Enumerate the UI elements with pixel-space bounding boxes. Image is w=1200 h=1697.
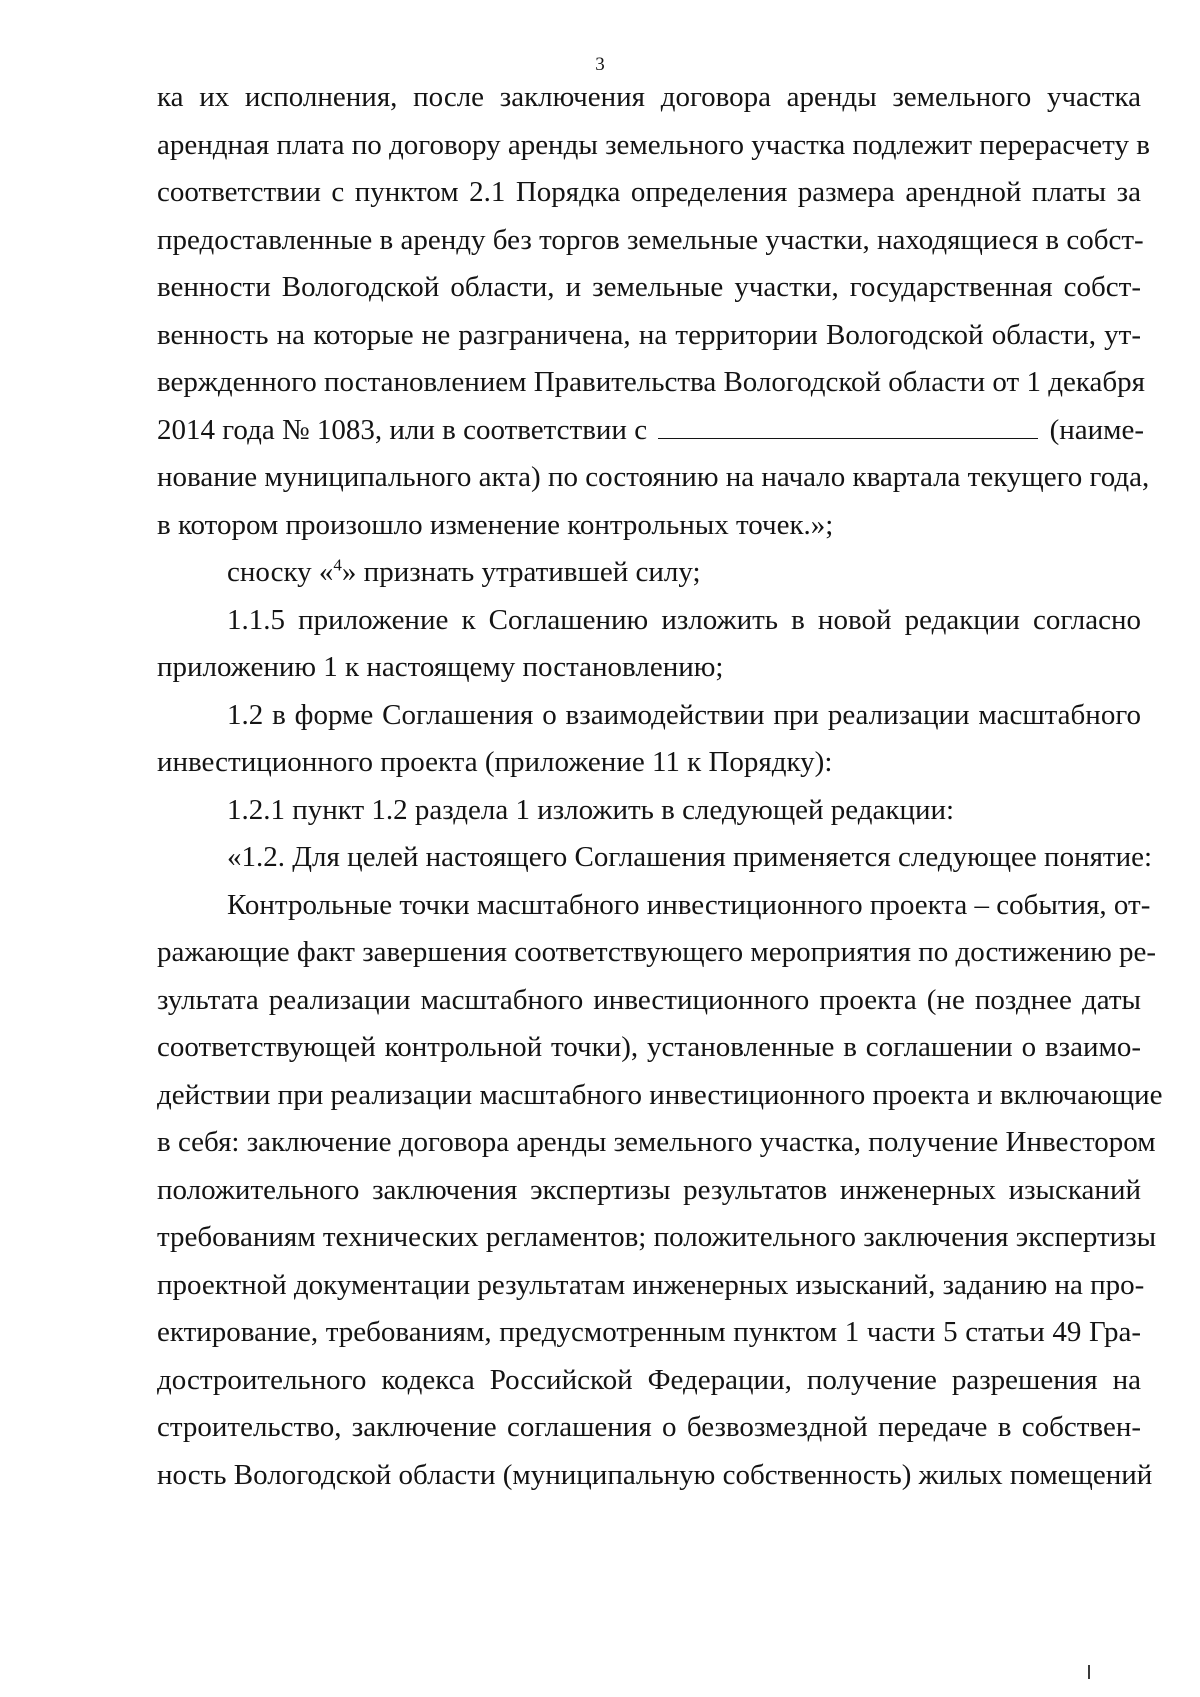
text-fragment: сноску «: [227, 556, 334, 588]
text-line: «1.2. Для целей настоящего Соглашения применяется следующее понятие:: [227, 841, 1153, 873]
text-line: венность на которые не разграничена, на территории Вологодской области, ут-: [157, 318, 1141, 351]
text-line: Контрольные точки масштабного инвестиционного проекта – события, от-: [227, 888, 1151, 921]
text-line: предоставленные в аренду без торгов земельные участки, находящиеся в собст-: [157, 223, 1144, 256]
text-line: [157, 549, 1141, 597]
text-line: в котором произошло изменение контрольных точек.»;: [157, 508, 834, 541]
page-number: 3: [595, 54, 605, 75]
text-line: требованиям технических регламентов; положительного заключения экспертизы: [157, 1221, 1157, 1253]
text-line: ражающие факт завершения соответствующего мероприятия по достижению ре-: [157, 936, 1157, 968]
text-line: приложению 1 к настоящему постановлению;: [157, 651, 724, 683]
text-line: нование муниципального акта) по состоянию на начало квартала текущего года,: [157, 461, 1150, 493]
text-line: ка их исполнения, после заключения договора аренды земельного участка: [157, 81, 1141, 113]
text-line: ектирование, требованиям, предусмотренным пунктом 1 части 5 статьи 49 Гра-: [157, 1316, 1141, 1348]
text-line: в себя: заключение договора аренды земельного участка, получение Инвестором: [157, 1126, 1156, 1158]
text-line: соответствующей контрольной точки), установленные в соглашении о взаимо-: [157, 1031, 1141, 1063]
scan-margin-mark: [1088, 1665, 1090, 1679]
footnote-mark: 4: [333, 555, 342, 575]
text-line: венности Вологодской области, и земельные участки, государственная собст-: [157, 271, 1141, 303]
text-line: арендная плата по договору аренды земельного участка подлежит перерасчету в: [157, 128, 1150, 161]
text-line: инвестиционного проекта (приложение 11 к Порядку):: [157, 746, 833, 778]
text-line: зультата реализации масштабного инвестиционного проекта (не позднее даты: [157, 983, 1141, 1016]
text-line: строительство, заключение соглашения о безвозмездной передаче в собствен-: [157, 1411, 1141, 1443]
document-body: [157, 74, 1163, 1499]
text-line: положительного заключения экспертизы результатов инженерных изысканий: [157, 1173, 1141, 1206]
fill-in-blank: [658, 412, 1038, 439]
text-line: действии при реализации масштабного инвестиционного проекта и включающие: [157, 1078, 1163, 1111]
text-line: достроительного кодекса Российской Федерации, получение разрешения на: [157, 1363, 1141, 1396]
text-line: соответствии с пунктом 2.1 Порядка определения размера арендной платы за: [157, 176, 1141, 208]
text-line: проектной документации результатам инженерных изысканий, заданию на про-: [157, 1268, 1145, 1301]
text-fragment: 2014 года № 1083, или в соответствии с: [157, 413, 648, 446]
text-line: 1.2 в форме Соглашения о взаимодействии при реализации масштабного: [227, 698, 1141, 731]
text-line-with-blank: [157, 407, 1145, 455]
text-fragment: (наиме-: [1049, 413, 1145, 446]
text-line: 1.1.5 приложение к Соглашению изложить в новой редакции согласно: [227, 603, 1141, 636]
text-line: вержденного постановлением Правительства Вологодской области от 1 декабря: [157, 366, 1145, 398]
text-fragment: » признать утратившей силу;: [341, 556, 701, 588]
text-line: ность Вологодской области (муниципальную собственность) жилых помещений: [157, 1458, 1153, 1491]
text-line: 1.2.1 пункт 1.2 раздела 1 изложить в следующей редакции:: [227, 793, 955, 826]
